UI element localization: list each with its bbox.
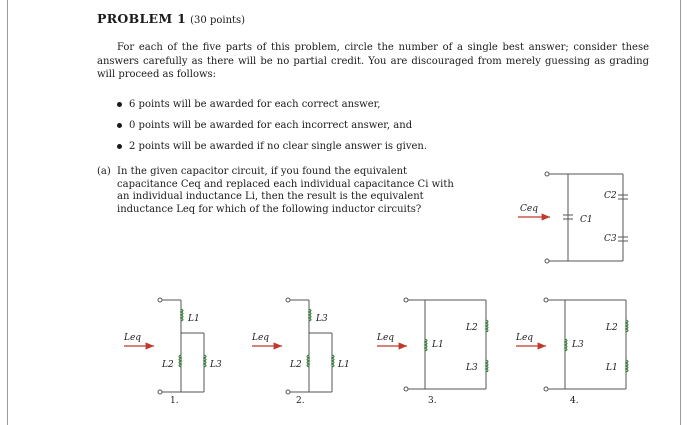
terminal-node-icon bbox=[286, 298, 290, 302]
inductor-label: L2 bbox=[162, 360, 174, 370]
terminal-node-icon bbox=[286, 390, 290, 394]
ceq-label: Ceq bbox=[520, 204, 538, 214]
problem-points: (30 points) bbox=[190, 15, 246, 26]
inductor-label: L3 bbox=[466, 363, 478, 373]
inductor-label: L3 bbox=[572, 340, 584, 350]
c1-label: C1 bbox=[580, 215, 593, 225]
terminal-node-icon bbox=[544, 298, 548, 302]
inductor-label: L2 bbox=[466, 323, 478, 333]
inductor-label: L1 bbox=[606, 363, 618, 373]
scoring-rule-text: 2 points will be awarded if no clear single answer is given. bbox=[129, 141, 428, 152]
scoring-rule-text: 6 points will be awarded for each correct answer, bbox=[129, 99, 381, 110]
terminal-node-icon bbox=[158, 298, 162, 302]
choice-number[interactable]: 1. bbox=[170, 396, 179, 406]
leq-label: Leq bbox=[124, 333, 142, 343]
c2-label: C2 bbox=[604, 191, 617, 201]
part-a-text: In the given capacitor circuit, if you found the equivalent capacitance Ceq and replaced each individual capacitance Ci with an individual inductance Li, then the result is the equivalent inductance Leq for which of the following inductor circuits? bbox=[117, 166, 454, 216]
inductor-label: L2 bbox=[290, 360, 302, 370]
inductor-circuit-3 bbox=[404, 298, 486, 391]
inductor-coils bbox=[179, 309, 628, 372]
scoring-rule-text: 0 points will be awarded for each incorrect answer, and bbox=[129, 120, 413, 131]
inductor-circuit-4 bbox=[544, 298, 626, 391]
terminal-node-icon bbox=[404, 387, 408, 391]
choice-number[interactable]: 4. bbox=[570, 396, 579, 406]
c3-label: C3 bbox=[604, 234, 617, 244]
terminal-node-icon bbox=[544, 387, 548, 391]
leq-label: Leq bbox=[252, 333, 270, 343]
intro-paragraph: For each of the five parts of this problem, circle the number of a single best answer; consider these answers carefully as there will be no partial credit. You are discouraged from merely guessing as grading will proceed as follows: bbox=[97, 42, 649, 81]
terminal-node-icon bbox=[404, 298, 408, 302]
choice-number[interactable]: 2. bbox=[296, 396, 305, 406]
inductor-label: L3 bbox=[316, 314, 328, 324]
leq-label: Leq bbox=[516, 333, 534, 343]
terminal-node-icon bbox=[545, 172, 549, 176]
inductor-label: L3 bbox=[210, 360, 222, 370]
inductor-label: L1 bbox=[188, 314, 200, 324]
choice-number[interactable]: 3. bbox=[428, 396, 437, 406]
inductor-label: L1 bbox=[432, 340, 444, 350]
terminal-node-icon bbox=[545, 259, 549, 263]
terminal-node-icon bbox=[158, 390, 162, 394]
inductor-label: L1 bbox=[338, 360, 350, 370]
leq-label: Leq bbox=[377, 333, 395, 343]
problem-title: PROBLEM 1 bbox=[97, 11, 187, 26]
inductor-label: L2 bbox=[606, 323, 618, 333]
part-a-label: (a) bbox=[97, 166, 111, 177]
